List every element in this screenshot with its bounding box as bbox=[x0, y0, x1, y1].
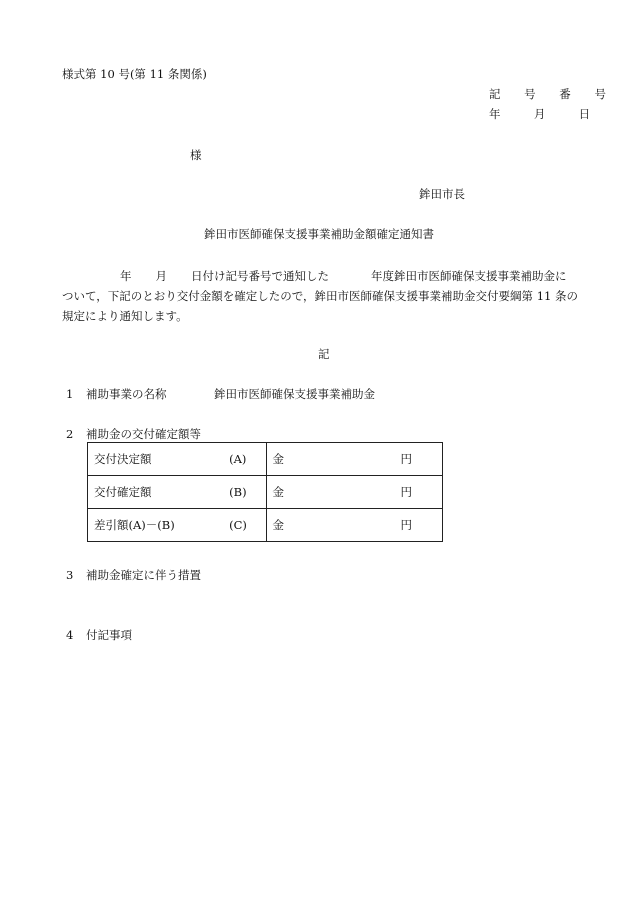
ki-heading: 記 bbox=[318, 347, 330, 361]
item-1-value: 鉾田市医師確保支援事業補助金 bbox=[214, 387, 375, 401]
table-row bbox=[88, 443, 443, 476]
form-label: 様式第 10 号(第 11 条関係) bbox=[62, 67, 207, 81]
body-year: 年 bbox=[120, 269, 132, 283]
item-4-number: 4 bbox=[66, 628, 74, 642]
row-item-label: 差引額(A)－(B) bbox=[88, 509, 224, 542]
yen-label: 円 bbox=[400, 485, 412, 499]
row-code: (A) bbox=[223, 443, 266, 476]
body-line-2: ついて，下記のとおり交付金額を確定したので，鉾田市医師確保支援事業補助金交付要綱第 11 条の bbox=[62, 289, 578, 303]
document-number-label: 記 号 番 号 bbox=[489, 87, 616, 101]
sender-name: 鉾田市長 bbox=[419, 187, 465, 201]
addressee-suffix: 様 bbox=[190, 148, 202, 162]
item-1-label: 補助事業の名称 bbox=[86, 387, 167, 401]
yen-label: 円 bbox=[400, 518, 412, 532]
row-amount bbox=[266, 509, 443, 542]
table-row bbox=[88, 476, 443, 509]
kin-label: 金 bbox=[272, 485, 284, 499]
item-4-label: 付記事項 bbox=[86, 628, 132, 642]
issue-date bbox=[489, 106, 590, 122]
table-row bbox=[88, 509, 443, 542]
body-day-clause: 日付け記号番号で通知した bbox=[191, 269, 329, 283]
date-month: 月 bbox=[533, 107, 546, 121]
row-amount bbox=[266, 476, 443, 509]
row-item-label: 交付確定額 bbox=[88, 476, 224, 509]
body-fiscal-year-clause: 年度鉾田市医師確保支援事業補助金に bbox=[371, 269, 567, 283]
body-month: 月 bbox=[155, 269, 167, 283]
row-code: (B) bbox=[223, 476, 266, 509]
date-day: 日 bbox=[578, 107, 591, 121]
row-code: (C) bbox=[223, 509, 266, 542]
item-3-number: 3 bbox=[66, 568, 74, 582]
item-2-label: 補助金の交付確定額等 bbox=[86, 427, 201, 441]
date-year: 年 bbox=[489, 107, 501, 121]
item-3-label: 補助金確定に伴う措置 bbox=[86, 568, 201, 582]
document-title: 鉾田市医師確保支援事業補助金額確定通知書 bbox=[204, 227, 434, 241]
body-line-3: 規定により通知します。 bbox=[62, 309, 188, 323]
item-2-number: 2 bbox=[66, 427, 74, 441]
body-paragraph bbox=[62, 266, 582, 326]
kin-label: 金 bbox=[272, 452, 284, 466]
row-amount bbox=[266, 443, 443, 476]
row-item-label: 交付決定額 bbox=[88, 443, 224, 476]
item-1-number: 1 bbox=[66, 387, 74, 401]
yen-label: 円 bbox=[400, 452, 412, 466]
amount-table bbox=[87, 442, 443, 542]
kin-label: 金 bbox=[272, 518, 284, 532]
